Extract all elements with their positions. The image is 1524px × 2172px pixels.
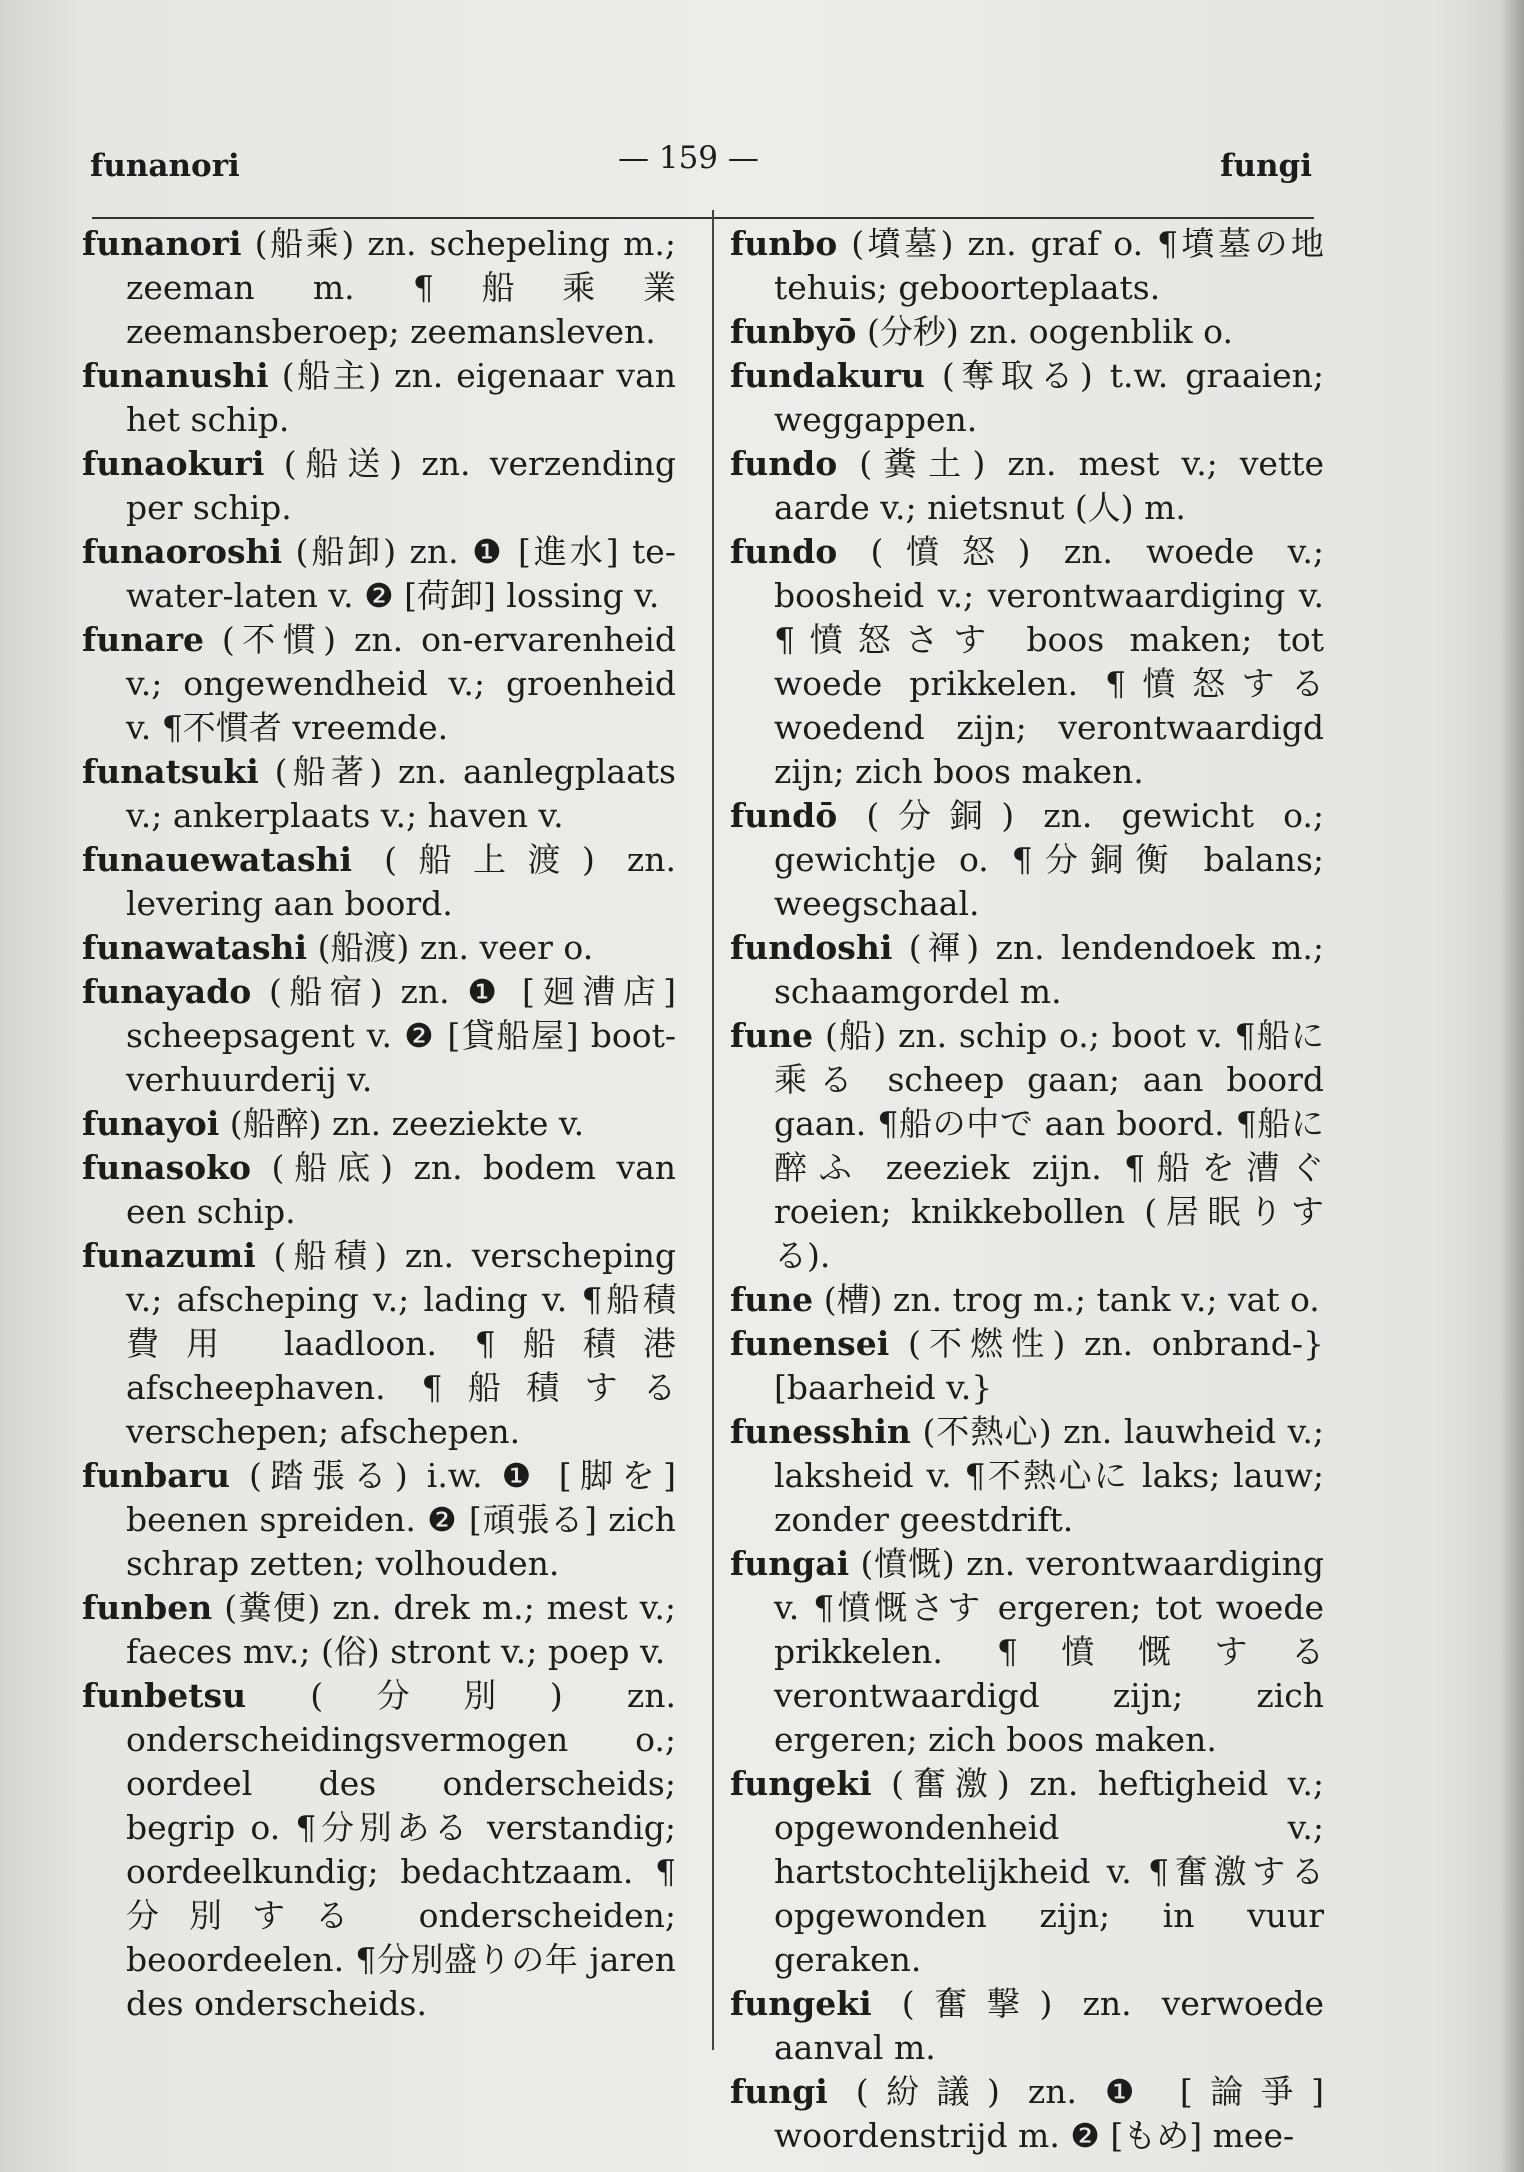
- entry-definition: (奮撃) zn. verwoede aanval m.: [774, 1984, 1324, 2067]
- dictionary-entry: [730, 442, 1324, 530]
- dictionary-entry: [82, 838, 676, 926]
- headword: funbetsu: [82, 1676, 247, 1715]
- headword: funaokuri: [82, 444, 265, 483]
- headword: funanushi: [82, 356, 269, 395]
- entry-definition: (奪取る) t.w. graaien; weggappen.: [774, 356, 1324, 439]
- entry-definition: (船) zn. schip o.; boot v. ¶船に乘る scheep gaan; aan boord gaan. ¶船の中で aan boord. ¶船に醉ふ zeeziek zijn. ¶船を漕ぐ roeien; knikkebollen (居眠りする).: [774, 1016, 1324, 1275]
- dictionary-entry: [730, 530, 1324, 794]
- dictionary-entry: [730, 1762, 1324, 1982]
- dictionary-entry: [730, 354, 1324, 442]
- page-edge-shadow: [1502, 0, 1524, 2172]
- dictionary-entry: [82, 970, 676, 1102]
- entry-definition: (憤怒) zn. woede v.; boosheid v.; verontwaardiging v. ¶憤怒さす boos maken; tot woede prikkelen. ¶憤怒する woedend zijn; verontwaardigd zijn; zich boos maken.: [774, 532, 1324, 791]
- headword: funben: [82, 1588, 213, 1627]
- entry-definition: (墳墓) zn. graf o. ¶墳墓の地 tehuis; geboorteplaats.: [774, 224, 1324, 307]
- headword: fungai: [730, 1544, 850, 1583]
- headword: funbo: [730, 224, 838, 263]
- headword: fungi: [730, 2072, 828, 2111]
- dictionary-entry: [82, 530, 676, 618]
- entry-definition: (分別) zn. onderscheidingsvermogen o.; oordeel des onderscheids; begrip o. ¶分別ある verstandig; oordeelkundig; bedachtzaam. ¶分別する onderscheiden; beoordeelen. ¶分別盛りの年 jaren des onderscheids.: [126, 1676, 676, 2023]
- dictionary-entry: [730, 1542, 1324, 1762]
- dictionary-entry: [730, 2070, 1324, 2158]
- headword: fundo: [730, 444, 838, 483]
- entry-definition: (槽) zn. trog m.; tank v.; vat o.: [823, 1280, 1320, 1319]
- dictionary-entry: [730, 794, 1324, 926]
- entry-definition: (不慣) zn. on-ervarenheid v.; ongewendheid v.; groenheid v. ¶不慣者 vreemde.: [126, 620, 676, 747]
- entry-definition: (不熱心) zn. lauwheid v.; laksheid v. ¶不熱心に laks; lauw; zonder geestdrift.: [774, 1412, 1324, 1539]
- entry-definition: (分秒) zn. oogenblik o.: [866, 312, 1233, 351]
- entry-definition: (船主) zn. eigenaar van het schip.: [126, 356, 676, 439]
- entry-definition: (踏張る) i.w. ❶ [脚を] beenen spreiden. ❷ [頑張る] zich schrap zetten; volhouden.: [126, 1456, 676, 1583]
- entry-definition: (褌) zn. lendendoek m.; schaamgordel m.: [774, 928, 1324, 1011]
- entry-definition: (奮激) zn. heftigheid v.; opgewondenheid v.; hartstochtelijkheid v. ¶奮激する opgewonden zijn; in vuur geraken.: [774, 1764, 1324, 1979]
- headword: funbyō: [730, 312, 857, 351]
- entry-definition: (船乘) zn. schepeling m.; zeeman m. ¶船乘業 zeemansberoep; zeemansleven.: [126, 224, 676, 351]
- headword: fungeki: [730, 1984, 872, 2023]
- entry-definition: (船渡) zn. veer o.: [317, 928, 594, 967]
- entry-definition: (不燃性) zn. onbrand-} [baarheid v.}: [774, 1324, 1324, 1407]
- dictionary-entry: [730, 1278, 1324, 1322]
- left-column: [82, 222, 676, 2026]
- column-divider: [712, 210, 714, 2050]
- headword: fundo: [730, 532, 838, 571]
- headword: fundō: [730, 796, 838, 835]
- headword: fune: [730, 1280, 814, 1319]
- header-rule: [92, 217, 1314, 219]
- dictionary-entry: [82, 442, 676, 530]
- dictionary-entry: [82, 1454, 676, 1586]
- left-guideword: funanori: [90, 148, 240, 184]
- page-header: [90, 140, 1312, 190]
- entry-definition: (紛議) zn. ❶ [論爭] woordenstrijd m. ❷ [もめ] mee-: [774, 2072, 1324, 2155]
- dictionary-entry: [730, 222, 1324, 310]
- dictionary-entry: [730, 1410, 1324, 1542]
- dictionary-entry: [730, 1014, 1324, 1278]
- dictionary-entry: [82, 1674, 676, 2026]
- headword: funesshin: [730, 1412, 911, 1451]
- headword: fune: [730, 1016, 814, 1055]
- entry-definition: (糞土) zn. mest v.; vette aarde v.; nietsnut (人) m.: [774, 444, 1324, 527]
- headword: fundoshi: [730, 928, 893, 967]
- headword: funbaru: [82, 1456, 231, 1495]
- dictionary-entry: [82, 926, 676, 970]
- headword: funasoko: [82, 1148, 252, 1187]
- headword: funaoroshi: [82, 532, 283, 571]
- entry-definition: (船上渡) zn. levering aan boord.: [126, 840, 676, 923]
- dictionary-entry: [82, 1102, 676, 1146]
- dictionary-entry: [82, 750, 676, 838]
- entry-definition: (糞便) zn. drek m.; mest v.; faeces mv.; (俗) stront v.; poep v.: [126, 1588, 676, 1671]
- entry-definition: (船積) zn. verscheping v.; afscheping v.; lading v. ¶船積費用 laadloon. ¶船積港 afscheephaven. ¶船積する verschepen; afschepen.: [126, 1236, 676, 1451]
- entry-definition: (船卸) zn. ❶ [進水] te-water-laten v. ❷ [荷卸] lossing v.: [126, 532, 676, 615]
- dictionary-entry: [82, 1586, 676, 1674]
- dictionary-entry: [730, 1982, 1324, 2070]
- right-guideword: fungi: [1220, 148, 1312, 184]
- dictionary-entry: [730, 310, 1324, 354]
- entry-definition: (船醉) zn. zeeziekte v.: [229, 1104, 585, 1143]
- headword: funawatashi: [82, 928, 308, 967]
- entry-definition: (船底) zn. bodem van een schip.: [126, 1148, 676, 1231]
- headword: funare: [82, 620, 204, 659]
- entry-definition: (憤慨) zn. verontwaardiging v. ¶憤慨さす ergeren; tot woede prikkelen. ¶憤慨する verontwaardigd zijn; zich ergeren; zich boos maken.: [774, 1544, 1324, 1759]
- headword: funauewatashi: [82, 840, 353, 879]
- dictionary-entry: [82, 1234, 676, 1454]
- dictionary-entry: [730, 1322, 1324, 1410]
- headword: funayado: [82, 972, 252, 1011]
- entry-definition: (分銅) zn. gewicht o.; gewichtje o. ¶分銅衡 balans; weegschaal.: [774, 796, 1324, 923]
- headword: funatsuki: [82, 752, 259, 791]
- dictionary-entry: [82, 222, 676, 354]
- headword: funayoi: [82, 1104, 220, 1143]
- entry-definition: (船著) zn. aanlegplaats v.; ankerplaats v.; haven v.: [126, 752, 676, 835]
- entry-definition: (船宿) zn. ❶ [廻漕店] scheepsagent v. ❷ [貸船屋] boot-verhuurderij v.: [126, 972, 676, 1099]
- dictionary-entry: [82, 354, 676, 442]
- right-column: [730, 222, 1324, 2158]
- headword: fungeki: [730, 1764, 872, 1803]
- dictionary-entry: [730, 926, 1324, 1014]
- dictionary-entry: [82, 1146, 676, 1234]
- page-number: — 159 —: [618, 140, 759, 176]
- headword: funanori: [82, 224, 242, 263]
- headword: fundakuru: [730, 356, 925, 395]
- entry-definition: (船送) zn. verzending per schip.: [126, 444, 676, 527]
- headword: funensei: [730, 1324, 890, 1363]
- dictionary-entry: [82, 618, 676, 750]
- headword: funazumi: [82, 1236, 256, 1275]
